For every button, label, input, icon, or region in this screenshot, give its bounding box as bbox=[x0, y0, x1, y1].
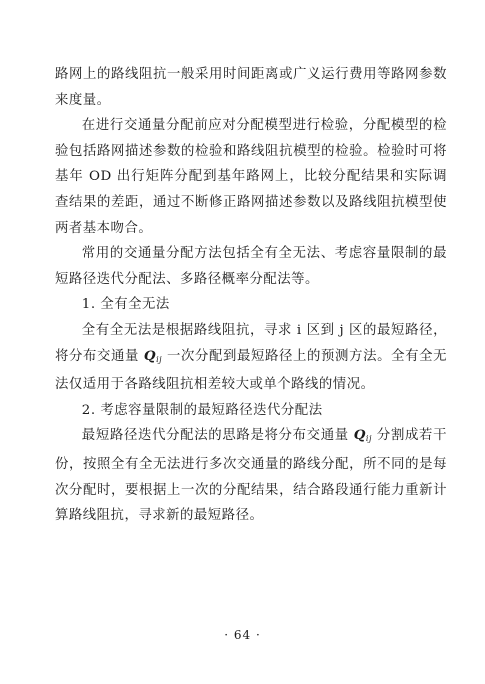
text-fragment: 一次分配到最短路径上的预测方法。全有全无法仅适用于各路线阻抗相差较大或单个路线的情况。 bbox=[55, 348, 447, 393]
variable-subscript: ij bbox=[365, 434, 372, 444]
variable-subscript: ij bbox=[156, 354, 163, 364]
text-fragment: 全有全无法是根据路线阻抗，寻求 i 区到 j 区的最短路径，将分布交通量 bbox=[55, 322, 447, 364]
section-heading-all-or-nothing: 1. 全有全无法 bbox=[81, 297, 170, 313]
text-fragment: 分割成若干份，按照全有全无法进行多次交通量的路线分配，所不同的是每次分配时，要根据上一次的分配结果，结合路段通行能力重新计算路线阻抗，寻求新的最短路径。 bbox=[55, 428, 447, 524]
paragraph-assignment-methods: 常用的交通量分配方法包括全有全无法、考虑容量限制的最短路径迭代分配法、多路径概率分配法等。 bbox=[55, 246, 447, 287]
body-text bbox=[55, 62, 447, 529]
page-number: · 64 · bbox=[224, 628, 261, 642]
section-heading-iterative: 2. 考虑容量限制的最短路径迭代分配法 bbox=[81, 402, 323, 418]
paragraph-all-or-nothing bbox=[55, 318, 447, 398]
paragraph-iterative bbox=[55, 423, 447, 528]
variable-q: Q bbox=[143, 347, 157, 364]
paragraph-road-impedance: 路网上的路线阻抗一般采用时间距离或广义运行费用等路网参数来度量。 bbox=[55, 67, 447, 108]
paragraph-model-validation: 在进行交通量分配前应对分配模型进行检验，分配模型的检验包括路网描述参数的检验和路线阻抗模型的检验。检验时可将基年 OD 出行矩阵分配到基年路网上，比较分配结果和实际调查结果的差距，通过不断修正路网描述参数以及路线阻抗模型使两者基本吻合。 bbox=[55, 118, 447, 236]
text-fragment: 最短路径迭代分配法的思路是将分布交通量 bbox=[81, 428, 354, 444]
variable-q: Q bbox=[353, 427, 366, 444]
